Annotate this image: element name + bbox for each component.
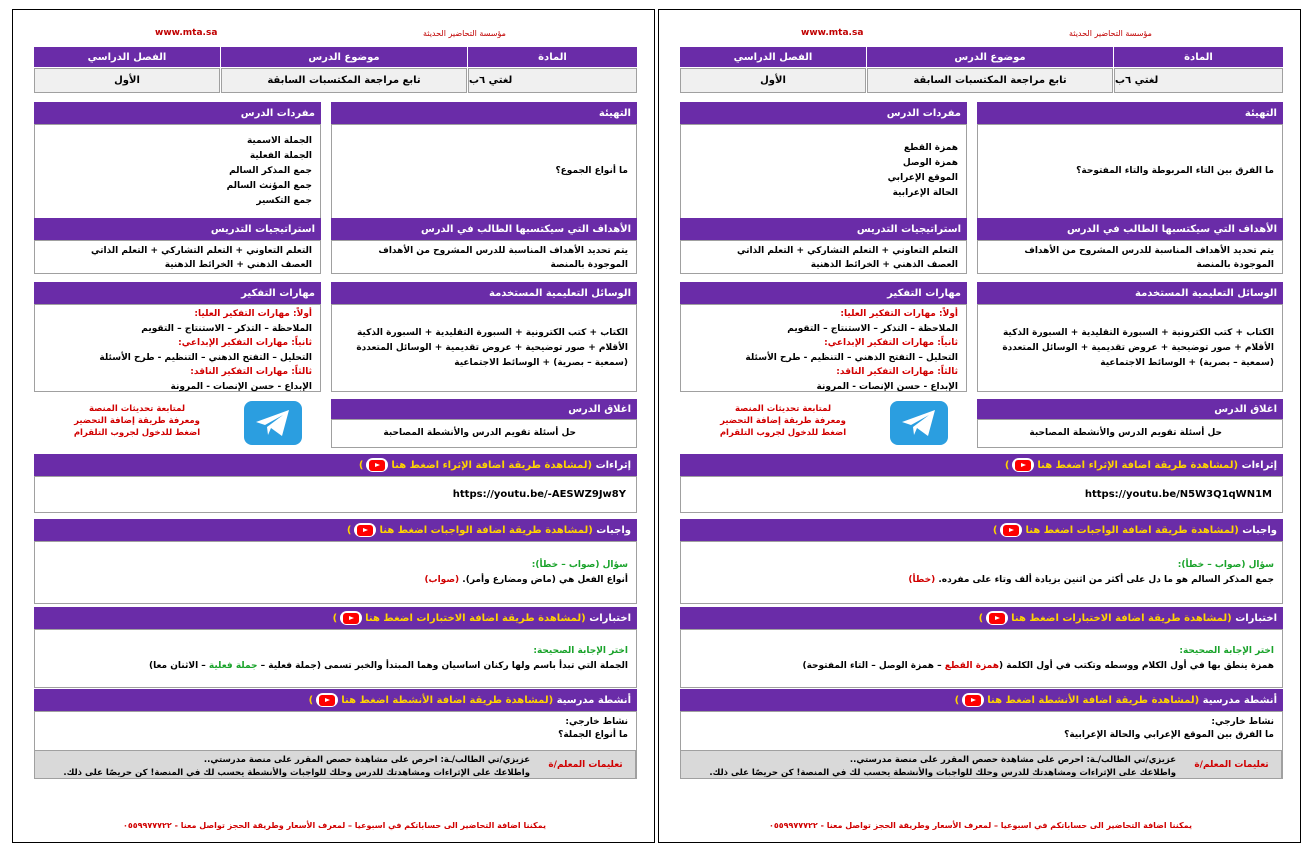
tests-header [680, 607, 1283, 629]
promo-line: ومعرفة طريقة إضافة التحضير [74, 416, 200, 426]
closing-text: حل أسئلة تقويم الدرس والأنشطة المصاحبة [977, 419, 1283, 448]
enrich-title: إثراءات [595, 459, 631, 471]
skills-line: الإبداع - حسن الإنصات - المرونة [816, 381, 958, 392]
external-activity-label: نشاط خارجي: [565, 717, 628, 727]
mc-question-text: الجملة التي تبدأ باسم ولها ركنان اساسيان وهما المبتدأ والخبر تسمى (جملة فعلية – [257, 660, 628, 671]
promo-line: اضغط للدخول لجروب التلقرام [73, 428, 201, 438]
footer-contact: يمكننا اضافة التحاضير الى حساباتكم في اسبوعيا – لمعرف الأسعار وطريقة الحجز تواصل معنا - ٠٥٥٩٩٧٧٧٢٢ [768, 821, 1192, 830]
activities-howto-link[interactable]: (لمشاهدة طريقة اضافة الأنشطة اضغط هنا [987, 694, 1200, 706]
mc-question-text: همزة ينطق بها في أول الكلام ووسطه وتكتب في أول الكلمة ( [998, 660, 1274, 671]
homework-body [680, 541, 1283, 604]
tools-header: الوسائل التعليمية المستخدمة [331, 282, 637, 304]
vocab-item: جمع التكسير [256, 196, 312, 206]
col-semester: الفصل الدراسي [34, 47, 220, 67]
warmup-header: التهيئة [331, 102, 637, 124]
subject-value: لغتي ٦ب [1114, 68, 1283, 93]
tf-question-text: جمع المذكر السالم هو ما دل على أكثر من اثنين بزيادة ألف وتاء على مفرده. [938, 574, 1274, 585]
tf-question [43, 573, 628, 588]
mc-question [689, 659, 1274, 674]
tools-line: (سمعية – بصرية) + الوسائط الاجتماعية [1100, 357, 1274, 368]
vocab-item: الحالة الإعرابية [892, 188, 958, 198]
skills-header: مهارات التفكير [680, 282, 967, 304]
activities-header [680, 689, 1283, 711]
closing-header: اغلاق الدرس [977, 399, 1283, 419]
enrich-url[interactable]: https://youtu.be/-AESWZ9Jw8Y [452, 489, 626, 500]
vocab-item: الموقع الإعرابي [887, 173, 958, 183]
tests-header [34, 607, 637, 629]
enrich-howto-link[interactable]: (لمشاهدة طريقة اضافة الإثراء اضغط هنا [391, 459, 593, 471]
skills-text [34, 304, 321, 392]
tests-section [680, 607, 1283, 688]
youtube-icon[interactable] [340, 611, 362, 625]
site-url[interactable]: www.mta.sa [155, 28, 218, 38]
tf-question-label: سؤال (صواب – خطأ): [1177, 559, 1274, 570]
tests-body [34, 629, 637, 688]
lesson-page-1 [12, 9, 655, 843]
closing-section [977, 399, 1283, 449]
tools-line: (سمعية – بصرية) + الوسائط الاجتماعية [454, 357, 628, 368]
homework-howto-link[interactable]: (لمشاهدة طريقة اضافة الواجبات اضغط هنا [379, 524, 593, 536]
tf-answer: (خطأ) [908, 574, 936, 585]
teacher-notes [34, 750, 637, 779]
homework-header [34, 519, 637, 541]
vocab-item: جمع المؤنث السالم [226, 181, 312, 191]
skills-line: التحليل – التفتح الذهني – التنظيم - طرح الأسئلة [99, 352, 312, 363]
strategies-line: التعلم التعاوني + التعلم التشاركي + التعلم الذاتي [737, 246, 958, 256]
skills-heading: أولاً: مهارات التفكير العليا: [194, 309, 312, 319]
vocab-list [680, 124, 967, 219]
tools-line: الأقلام + صور توضيحية + عروض تقديمية + الوسائل المتعددة [1002, 342, 1274, 353]
vocab-item: جمع المذكر السالم [229, 166, 312, 176]
tests-howto-link[interactable]: (لمشاهدة طريقة اضافة الاختبارات اضغط هنا [1011, 612, 1232, 624]
goals-text: يتم تحديد الأهداف المناسبة للدرس المشروح من الأهداف الموجودة بالمنصة [977, 240, 1283, 274]
youtube-icon[interactable] [316, 693, 338, 707]
goals-section [977, 218, 1283, 278]
homework-section [680, 519, 1283, 604]
tools-section [977, 282, 1283, 394]
homework-title: واجبات [1242, 524, 1277, 536]
tf-question-text: أنواع الفعل هي (ماض ومضارع وأمر). [462, 574, 628, 585]
activities-howto-link[interactable]: (لمشاهدة طريقة اضافة الأنشطة اضغط هنا [341, 694, 554, 706]
skills-heading: ثالثاً: مهارات التفكير الناقد: [836, 367, 958, 377]
mc-question-label: اختر الإجابة الصحيحة: [533, 645, 628, 656]
closing-section [331, 399, 637, 449]
activities-title: أنشطة مدرسية [556, 694, 631, 706]
teacher-note-line: عزيزي/تي الطالب/ـة: احرص على مشاهدة حصص المقرر على منصة مدرستي.. [203, 755, 530, 765]
tests-title: اختبارات [589, 612, 631, 624]
mc-answer: همزة القطع [944, 660, 999, 671]
external-activity-text: ما الفرق بين الموقع الإعرابي والحالة الإعرابية؟ [1064, 730, 1274, 740]
org-name: مؤسسة التحاضير الحديثة [423, 29, 506, 38]
col-subject: المادة [1114, 47, 1283, 67]
site-url[interactable]: www.mta.sa [801, 28, 864, 38]
mc-question [43, 659, 628, 674]
homework-header [680, 519, 1283, 541]
closing-header: اغلاق الدرس [331, 399, 637, 419]
skills-heading: ثالثاً: مهارات التفكير الناقد: [190, 367, 312, 377]
telegram-promo[interactable] [719, 403, 847, 439]
external-activity-text: ما أنواع الجملة؟ [558, 730, 628, 740]
promo-line: لمتابعة تحديثات المنصة [734, 404, 832, 414]
warmup-header: التهيئة [977, 102, 1283, 124]
header-table [34, 47, 637, 95]
promo-line: اضغط للدخول لجروب التلقرام [719, 428, 847, 438]
promo-line: لمتابعة تحديثات المنصة [88, 404, 186, 414]
semester-value: الأول [680, 68, 866, 93]
subject-value: لغتي ٦ب [468, 68, 637, 93]
close-paren: ) [358, 459, 364, 471]
strategies-text [34, 240, 321, 274]
tests-body [680, 629, 1283, 688]
homework-section [34, 519, 637, 604]
tools-line: الكتاب + كتب الكترونية + السبورة التقليدية + السبورة الذكية [356, 327, 628, 338]
close-paren: ) [1004, 459, 1010, 471]
strategies-header: استراتيجيات التدريس [680, 218, 967, 240]
external-activity-label: نشاط خارجي: [1211, 717, 1274, 727]
org-name: مؤسسة التحاضير الحديثة [1069, 29, 1152, 38]
enrich-title: إثراءات [1241, 459, 1277, 471]
tf-question-label: سؤال (صواب – خطأ): [531, 559, 628, 570]
warmup-text: ما الفرق بين التاء المربوطة والتاء المفتوحة؟ [977, 124, 1283, 219]
goals-section [331, 218, 637, 278]
tools-section [331, 282, 637, 394]
vocab-header: مفردات الدرس [680, 102, 967, 124]
strategies-header: استراتيجيات التدريس [34, 218, 321, 240]
strategies-section [680, 218, 967, 278]
homework-body [34, 541, 637, 604]
activities-title: أنشطة مدرسية [1202, 694, 1277, 706]
youtube-icon[interactable] [354, 523, 376, 537]
lesson-page-2 [658, 9, 1301, 843]
enrich-header [680, 454, 1283, 476]
skills-heading: ثانياً: مهارات التفكير الإبداعي: [824, 338, 958, 348]
youtube-icon[interactable] [1012, 458, 1034, 472]
close-paren: ) [992, 524, 998, 536]
skills-heading: ثانياً: مهارات التفكير الإبداعي: [178, 338, 312, 348]
enrich-section [34, 454, 637, 513]
skills-line: الملاحظة – التذكر – الاستنتاج – التقويم [787, 323, 958, 334]
youtube-icon[interactable] [1000, 523, 1022, 537]
promo-line: ومعرفة طريقة إضافة التحضير [720, 416, 846, 426]
skills-text [680, 304, 967, 392]
strategies-section [34, 218, 321, 278]
activities-body [34, 711, 637, 751]
vocab-item: الجملة الاسمية [246, 136, 312, 146]
tests-title: اختبارات [1235, 612, 1277, 624]
vocab-item: همزة القطع [903, 143, 958, 153]
footer-contact: يمكننا اضافة التحاضير الى حساباتكم في اسبوعيا – لمعرف الأسعار وطريقة الحجز تواصل معنا - ٠٥٥٩٩٧٧٧٢٢ [122, 821, 546, 830]
teacher-notes [680, 750, 1283, 779]
activities-section [680, 689, 1283, 751]
mc-question-tail: – الاثنان معا) [148, 660, 209, 671]
goals-header: الأهداف التي سيكتسبها الطالب في الدرس [331, 218, 637, 240]
teacher-notes-label: تعليمات المعلم/ة [536, 751, 636, 778]
mc-question-tail: – همزة الوصل – التاء المفتوحة) [802, 660, 945, 671]
enrich-url[interactable]: https://youtu.be/N5W3Q1qWN1M [1084, 489, 1272, 500]
telegram-icon[interactable] [890, 401, 948, 445]
vocab-section [34, 102, 321, 219]
teacher-notes-text [681, 751, 1182, 778]
strategies-line: التعلم التعاوني + التعلم التشاركي + التعلم الذاتي [91, 246, 312, 256]
tf-question [689, 573, 1274, 588]
topic-value: تابع مراجعة المكتسبات السابقة [221, 68, 467, 93]
tools-text [977, 304, 1283, 392]
enrich-howto-link[interactable]: (لمشاهدة طريقة اضافة الإثراء اضغط هنا [1037, 459, 1239, 471]
vocab-list [34, 124, 321, 219]
activities-section [34, 689, 637, 751]
teacher-note-line: واطلاعك على الإثراءات ومشاهدتك للدرس وحلك للواجبات والأنشطة يحسب لك في المنصة! كن حريصًا على ذلك. [709, 768, 1176, 778]
enrich-header [34, 454, 637, 476]
close-paren: ) [346, 524, 352, 536]
teacher-notes-text [35, 751, 536, 778]
strategies-line: العصف الذهني + الخرائط الذهنية [810, 260, 958, 270]
topic-value: تابع مراجعة المكتسبات السابقة [867, 68, 1113, 93]
teacher-note-line: عزيزي/تي الطالب/ـة: احرص على مشاهدة حصص المقرر على منصة مدرستي.. [849, 755, 1176, 765]
activities-header [34, 689, 637, 711]
skills-line: الإبداع - حسن الإنصات - المرونة [170, 381, 312, 392]
col-subject: المادة [468, 47, 637, 67]
vocab-header: مفردات الدرس [34, 102, 321, 124]
tf-answer: (صواب) [424, 574, 460, 585]
vocab-section [680, 102, 967, 219]
enrich-section [680, 454, 1283, 513]
tools-text [331, 304, 637, 392]
tests-howto-link[interactable]: (لمشاهدة طريقة اضافة الاختبارات اضغط هنا [365, 612, 586, 624]
skills-section [680, 282, 967, 394]
telegram-promo[interactable] [73, 403, 201, 439]
closing-text: حل أسئلة تقويم الدرس والأنشطة المصاحبة [331, 419, 637, 448]
skills-heading: أولاً: مهارات التفكير العليا: [840, 309, 958, 319]
close-paren: ) [308, 694, 314, 706]
goals-header: الأهداف التي سيكتسبها الطالب في الدرس [977, 218, 1283, 240]
enrich-body [34, 476, 637, 513]
skills-line: التحليل – التفتح الذهني – التنظيم - طرح الأسئلة [745, 352, 958, 363]
tools-line: الأقلام + صور توضيحية + عروض تقديمية + الوسائل المتعددة [356, 342, 628, 353]
vocab-item: الجملة الفعلية [249, 151, 312, 161]
mc-question-label: اختر الإجابة الصحيحة: [1179, 645, 1274, 656]
close-paren: ) [978, 612, 984, 624]
skills-header: مهارات التفكير [34, 282, 321, 304]
activities-body [680, 711, 1283, 751]
strategies-text [680, 240, 967, 274]
semester-value: الأول [34, 68, 220, 93]
tools-header: الوسائل التعليمية المستخدمة [977, 282, 1283, 304]
enrich-body [680, 476, 1283, 513]
youtube-icon[interactable] [366, 458, 388, 472]
teacher-note-line: واطلاعك على الإثراءات ومشاهدتك للدرس وحلك للواجبات والأنشطة يحسب لك في المنصة! كن حريصًا على ذلك. [63, 768, 530, 778]
header-table [680, 47, 1283, 95]
homework-howto-link[interactable]: (لمشاهدة طريقة اضافة الواجبات اضغط هنا [1025, 524, 1239, 536]
col-topic: موضوع الدرس [867, 47, 1113, 67]
close-paren: ) [332, 612, 338, 624]
warmup-text: ما أنواع الجموع؟ [331, 124, 637, 219]
mc-answer: جملة فعلية [208, 660, 258, 671]
warmup-section [331, 102, 637, 219]
col-topic: موضوع الدرس [221, 47, 467, 67]
col-semester: الفصل الدراسي [680, 47, 866, 67]
youtube-icon[interactable] [986, 611, 1008, 625]
skills-line: الملاحظة – التذكر – الاستنتاج – التقويم [141, 323, 312, 334]
strategies-line: العصف الذهني + الخرائط الذهنية [164, 260, 312, 270]
youtube-icon[interactable] [962, 693, 984, 707]
homework-title: واجبات [596, 524, 631, 536]
goals-text: يتم تحديد الأهداف المناسبة للدرس المشروح من الأهداف الموجودة بالمنصة [331, 240, 637, 274]
skills-section [34, 282, 321, 394]
warmup-section [977, 102, 1283, 219]
teacher-notes-label: تعليمات المعلم/ة [1182, 751, 1282, 778]
tests-section [34, 607, 637, 688]
telegram-icon[interactable] [244, 401, 302, 445]
tools-line: الكتاب + كتب الكترونية + السبورة التقليدية + السبورة الذكية [1002, 327, 1274, 338]
close-paren: ) [954, 694, 960, 706]
vocab-item: همزة الوصل [902, 158, 958, 168]
